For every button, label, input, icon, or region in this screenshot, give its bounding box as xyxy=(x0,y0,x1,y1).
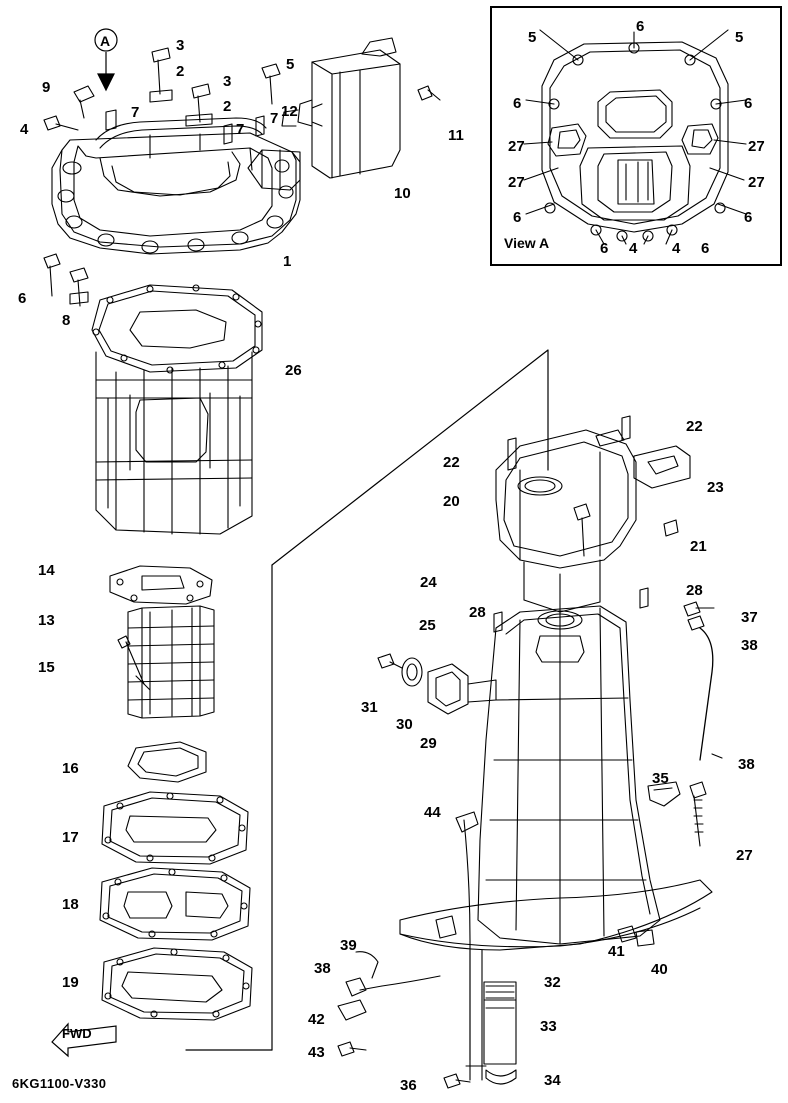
callout-number-8: 8 xyxy=(62,312,71,329)
fwd-label: FWD xyxy=(62,1026,92,1041)
drawing-code: 6KG1100-V330 xyxy=(12,1076,107,1091)
callout-number-6: 6 xyxy=(513,209,522,226)
callout-number-36: 36 xyxy=(400,1077,417,1094)
callout-number-44: 44 xyxy=(424,804,441,821)
callout-number-6: 6 xyxy=(513,95,522,112)
callout-number-7: 7 xyxy=(131,104,140,121)
callout-number-34: 34 xyxy=(544,1072,561,1089)
callout-number-7: 7 xyxy=(270,110,279,127)
callout-number-4: 4 xyxy=(629,240,638,257)
view-a-label: View A xyxy=(504,235,550,251)
callout-number-14: 14 xyxy=(38,562,55,579)
callout-number-1: 1 xyxy=(283,253,292,270)
callout-number-15: 15 xyxy=(38,659,55,676)
callout-number-42: 42 xyxy=(308,1011,325,1028)
callout-number-9: 9 xyxy=(42,79,51,96)
callout-number-7: 7 xyxy=(236,121,245,138)
callout-number-24: 24 xyxy=(420,574,437,591)
callout-number-28: 28 xyxy=(469,604,486,621)
callout-number-5: 5 xyxy=(735,29,744,46)
callout-number-29: 29 xyxy=(420,735,437,752)
callout-number-31: 31 xyxy=(361,699,378,716)
callout-number-23: 23 xyxy=(707,479,724,496)
callout-number-40: 40 xyxy=(651,961,668,978)
callout-number-12: 12 xyxy=(281,103,298,120)
callout-number-33: 33 xyxy=(540,1018,557,1035)
callout-number-22: 22 xyxy=(443,454,460,471)
callout-number-11: 11 xyxy=(448,127,464,144)
callout-number-6: 6 xyxy=(600,240,609,257)
callout-number-26: 26 xyxy=(285,362,302,379)
callout-number-16: 16 xyxy=(62,760,79,777)
callout-number-2: 2 xyxy=(176,63,185,80)
callout-number-2: 2 xyxy=(223,98,232,115)
callout-number-39: 39 xyxy=(340,937,357,954)
callout-number-27: 27 xyxy=(748,174,765,191)
callout-number-6: 6 xyxy=(18,290,27,307)
callout-number-27: 27 xyxy=(748,138,765,155)
callout-number-5: 5 xyxy=(528,29,537,46)
callout-number-18: 18 xyxy=(62,896,79,913)
callout-number-27: 27 xyxy=(508,138,525,155)
callout-number-27: 27 xyxy=(736,847,753,864)
callout-number-6: 6 xyxy=(701,240,710,257)
callout-number-37: 37 xyxy=(741,609,758,626)
callout-number-25: 25 xyxy=(419,617,436,634)
callout-number-4: 4 xyxy=(20,121,29,138)
callout-a-label: A xyxy=(100,33,111,49)
callout-number-13: 13 xyxy=(38,612,55,629)
callout-number-5: 5 xyxy=(286,56,295,73)
callout-number-38: 38 xyxy=(738,756,755,773)
callout-number-10: 10 xyxy=(394,185,411,202)
callout-number-21: 21 xyxy=(690,538,707,555)
callout-number-3: 3 xyxy=(223,73,232,90)
callout-number-43: 43 xyxy=(308,1044,325,1061)
callout-number-6: 6 xyxy=(636,18,645,35)
callout-number-20: 20 xyxy=(443,493,460,510)
callout-number-17: 17 xyxy=(62,829,79,846)
callout-number-27: 27 xyxy=(508,174,525,191)
callout-number-6: 6 xyxy=(744,95,753,112)
callout-number-38: 38 xyxy=(741,637,758,654)
callout-number-4: 4 xyxy=(672,240,681,257)
callout-number-38: 38 xyxy=(314,960,331,977)
callout-number-3: 3 xyxy=(176,37,185,54)
callout-number-28: 28 xyxy=(686,582,703,599)
callout-number-41: 41 xyxy=(608,943,625,960)
callout-number-22: 22 xyxy=(686,418,703,435)
callout-number-30: 30 xyxy=(396,716,413,733)
callout-number-32: 32 xyxy=(544,974,561,991)
callout-number-35: 35 xyxy=(652,770,669,787)
callout-number-19: 19 xyxy=(62,974,79,991)
callout-number-6: 6 xyxy=(744,209,753,226)
